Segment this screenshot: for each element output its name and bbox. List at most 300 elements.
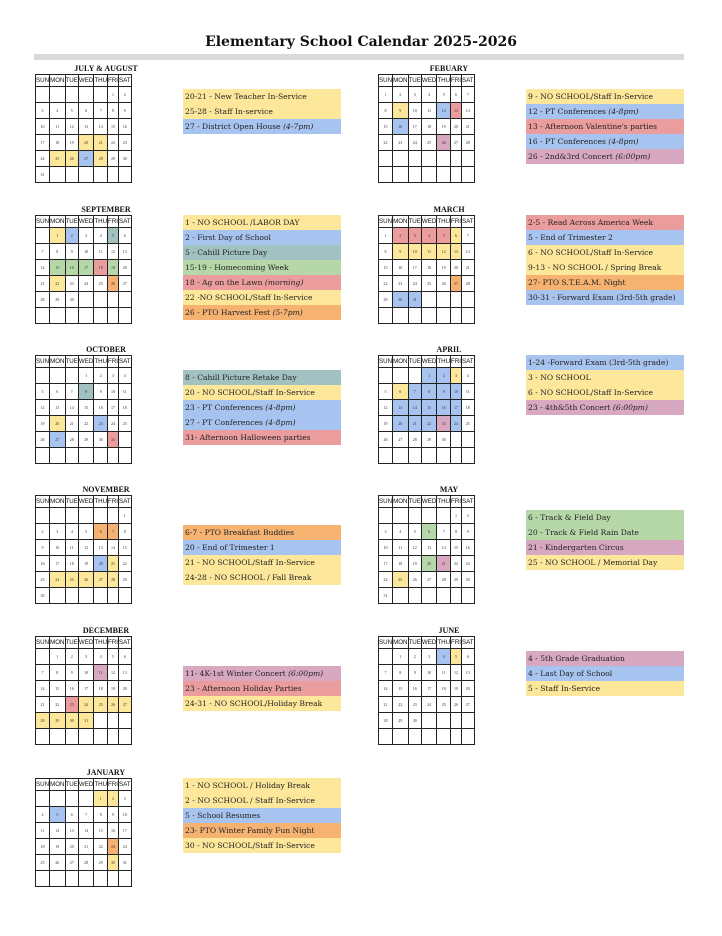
day-cell: 30 (408, 713, 421, 729)
day-cell: 2 (462, 508, 475, 524)
day-cell (36, 87, 50, 103)
day-cell: 15 (119, 540, 132, 556)
day-cell: 28 (408, 432, 421, 448)
month-grid (378, 495, 475, 604)
week-row (379, 228, 475, 244)
weekday-header: SAT (462, 637, 475, 649)
day-cell: 15 (451, 540, 462, 556)
day-cell: 11 (94, 244, 108, 260)
day-cell (421, 308, 436, 324)
day-cell: 15 (421, 400, 436, 416)
event-text: 2 - First Day of School (185, 233, 271, 242)
weekday-header: TUE (408, 637, 421, 649)
day-cell: 31 (119, 855, 132, 871)
day-cell: 22 (50, 276, 65, 292)
event-text: 1 - NO SCHOOL / Holiday Break (185, 781, 311, 790)
weekday-header: SUN (36, 75, 50, 87)
day-cell: 12 (379, 400, 393, 416)
day-cell: 11 (50, 119, 65, 135)
week-row (379, 448, 475, 464)
event-list (183, 778, 341, 853)
day-cell (94, 448, 108, 464)
event-text: 4 - Last Day of School (528, 669, 613, 678)
day-cell: 7 (36, 244, 50, 260)
day-cell: 15 (50, 260, 65, 276)
day-cell: 13 (65, 823, 78, 839)
day-cell: 5 (108, 649, 119, 665)
weekday-header: FRI (108, 216, 119, 228)
day-cell: 22 (94, 839, 108, 855)
event-time-note: (4-7pm) (283, 122, 314, 131)
day-cell: 30 (393, 292, 408, 308)
day-cell: 17 (36, 135, 50, 151)
day-cell (437, 448, 451, 464)
weekday-header: SUN (36, 637, 50, 649)
day-cell (451, 432, 462, 448)
day-cell (119, 308, 132, 324)
day-cell: 5 (65, 103, 78, 119)
day-cell: 7 (379, 665, 393, 681)
day-cell (50, 308, 65, 324)
day-cell: 8 (421, 384, 436, 400)
event-item (183, 104, 341, 119)
day-cell (421, 508, 436, 524)
week-row (379, 368, 475, 384)
day-cell (94, 292, 108, 308)
day-cell: 22 (421, 416, 436, 432)
month-grid (35, 215, 132, 324)
day-cell (451, 713, 462, 729)
day-cell: 25 (65, 572, 78, 588)
day-cell: 10 (108, 384, 119, 400)
day-cell: 21 (65, 416, 78, 432)
weekday-header: SAT (119, 216, 132, 228)
weekday-header: THU (437, 75, 451, 87)
day-cell: 13 (393, 400, 408, 416)
event-item (183, 290, 341, 305)
day-cell (65, 508, 78, 524)
day-cell: 24 (108, 416, 119, 432)
day-cell: 22 (451, 556, 462, 572)
month-grid (35, 74, 132, 183)
day-cell: 31 (108, 432, 119, 448)
event-text: 27- PTO S.T.E.A.M. Night (528, 278, 626, 287)
weekday-header: WED (78, 637, 93, 649)
day-cell: 16 (36, 556, 50, 572)
title-divider (34, 54, 684, 60)
day-cell: 21 (36, 697, 50, 713)
day-cell: 30 (119, 151, 132, 167)
day-cell: 14 (36, 681, 50, 697)
weekday-header: SAT (119, 496, 132, 508)
day-cell: 6 (119, 649, 132, 665)
day-cell: 22 (78, 416, 93, 432)
day-cell: 21 (462, 260, 475, 276)
day-cell: 20 (451, 260, 462, 276)
event-text: 6-7 - PTO Breakfast Buddies (185, 528, 294, 537)
day-cell (36, 508, 50, 524)
day-cell: 23 (108, 839, 119, 855)
week-row (36, 368, 132, 384)
day-cell (393, 448, 408, 464)
event-item (183, 555, 341, 570)
day-cell: 10 (451, 384, 462, 400)
day-cell (94, 729, 108, 745)
day-cell: 26 (78, 572, 93, 588)
day-cell: 30 (65, 292, 78, 308)
day-cell: 18 (50, 135, 65, 151)
event-time-note: (5-7pm) (272, 308, 303, 317)
weekday-header: SUN (36, 356, 50, 368)
day-cell: 4 (119, 368, 132, 384)
week-row (36, 855, 132, 871)
event-text: 1 - NO SCHOOL /LABOR DAY (185, 218, 300, 227)
day-cell (78, 448, 93, 464)
weekday-header: FRI (108, 637, 119, 649)
day-cell: 25 (421, 135, 436, 151)
week-row (36, 400, 132, 416)
day-cell (393, 588, 408, 604)
day-cell: 28 (78, 855, 93, 871)
weekday-header: WED (78, 496, 93, 508)
day-cell: 27 (393, 432, 408, 448)
day-cell: 9 (408, 665, 421, 681)
event-item (183, 230, 341, 245)
day-cell (94, 871, 108, 887)
day-cell: 11 (421, 244, 436, 260)
week-row (36, 135, 132, 151)
day-cell (65, 368, 78, 384)
event-item (526, 215, 684, 230)
event-text: 13 - Afternoon Valentine's parties (528, 122, 658, 131)
day-cell (462, 167, 475, 183)
day-cell: 18 (36, 839, 50, 855)
event-text: 8 - Cahill Picture Retake Day (185, 373, 297, 382)
day-cell: 15 (94, 823, 108, 839)
day-cell: 17 (379, 556, 393, 572)
week-row (379, 384, 475, 400)
day-cell: 17 (108, 400, 119, 416)
day-cell: 7 (462, 87, 475, 103)
event-text: 9-13 - NO SCHOOL / Spring Break (528, 263, 662, 272)
event-item (183, 838, 341, 853)
weekday-header: WED (78, 779, 93, 791)
event-item (183, 430, 341, 445)
event-item (526, 134, 684, 149)
event-text: 12 - PT Conferences (528, 107, 609, 116)
day-cell: 6 (421, 524, 436, 540)
day-cell: 3 (50, 524, 65, 540)
day-cell: 24 (78, 697, 93, 713)
event-text: 6 - NO SCHOOL/Staff In-Service (528, 248, 654, 257)
event-text: 11- 4K-1st Winter Concert (185, 669, 289, 678)
day-cell (421, 729, 436, 745)
day-cell: 13 (451, 244, 462, 260)
week-row (36, 308, 132, 324)
week-row (36, 276, 132, 292)
day-cell: 26 (451, 697, 462, 713)
event-item (183, 245, 341, 260)
day-cell: 8 (108, 103, 119, 119)
day-cell (108, 167, 119, 183)
day-cell: 12 (50, 823, 65, 839)
day-cell: 8 (94, 807, 108, 823)
day-cell: 11 (119, 384, 132, 400)
event-item (183, 540, 341, 555)
day-cell: 13 (421, 540, 436, 556)
event-item (526, 290, 684, 305)
event-text: 6 - NO SCHOOL/Staff In-Service (528, 388, 654, 397)
event-list (526, 89, 684, 164)
weekday-header: FRI (451, 637, 462, 649)
day-cell: 23 (36, 572, 50, 588)
weekday-header: TUE (65, 216, 78, 228)
day-cell: 25 (119, 416, 132, 432)
day-cell: 22 (379, 276, 393, 292)
day-cell: 17 (78, 260, 93, 276)
day-cell (36, 368, 50, 384)
day-cell: 25 (421, 276, 436, 292)
weekday-header: WED (421, 356, 436, 368)
event-item (526, 89, 684, 104)
week-row (379, 87, 475, 103)
day-cell: 1 (451, 508, 462, 524)
day-cell: 30 (108, 855, 119, 871)
day-cell (94, 713, 108, 729)
day-cell: 16 (108, 823, 119, 839)
day-cell (36, 791, 50, 807)
day-cell: 3 (408, 228, 421, 244)
event-text: 2 - NO SCHOOL / Staff In-Service (185, 796, 315, 805)
day-cell: 20 (119, 681, 132, 697)
week-row (379, 400, 475, 416)
week-row (379, 308, 475, 324)
day-cell: 30 (36, 588, 50, 604)
event-item (183, 400, 341, 415)
month-name: MAY (439, 485, 459, 494)
day-cell: 2 (94, 368, 108, 384)
day-cell: 27 (78, 151, 93, 167)
day-cell (108, 292, 119, 308)
event-item (526, 149, 684, 164)
day-cell: 2 (393, 87, 408, 103)
day-cell: 14 (437, 540, 451, 556)
day-cell: 19 (50, 839, 65, 855)
day-cell: 21 (78, 839, 93, 855)
weekday-header: SUN (379, 356, 393, 368)
event-item (526, 260, 684, 275)
week-row (379, 119, 475, 135)
day-cell: 17 (421, 681, 436, 697)
event-item (526, 385, 684, 400)
day-cell: 5 (36, 384, 50, 400)
event-list (526, 215, 684, 305)
weekday-header: WED (421, 496, 436, 508)
day-cell (379, 308, 393, 324)
weekday-header: SAT (119, 356, 132, 368)
day-cell: 6 (50, 384, 65, 400)
day-cell: 4 (421, 228, 436, 244)
event-text: 18 - Ag on the Lawn (185, 278, 265, 287)
day-cell: 22 (108, 135, 119, 151)
day-cell: 25 (50, 151, 65, 167)
week-row (379, 167, 475, 183)
day-cell: 22 (393, 697, 408, 713)
week-row (36, 729, 132, 745)
event-text: 16 - PT Conferences (528, 137, 609, 146)
day-cell (65, 791, 78, 807)
day-cell (65, 448, 78, 464)
day-cell (65, 871, 78, 887)
day-cell: 2 (65, 228, 78, 244)
week-row (36, 244, 132, 260)
day-cell: 6 (94, 524, 108, 540)
day-cell (119, 729, 132, 745)
day-cell: 23 (65, 697, 78, 713)
weekday-header: TUE (408, 216, 421, 228)
weekday-header: TUE (65, 637, 78, 649)
day-cell: 20 (65, 839, 78, 855)
week-row (36, 432, 132, 448)
week-row (379, 292, 475, 308)
day-cell: 17 (408, 119, 421, 135)
day-cell: 12 (36, 400, 50, 416)
day-cell (393, 151, 408, 167)
day-cell: 13 (119, 665, 132, 681)
week-row (379, 681, 475, 697)
event-text: 9 - NO SCHOOL/Staff In-Service (528, 92, 654, 101)
day-cell (78, 87, 93, 103)
day-cell: 28 (379, 713, 393, 729)
day-cell (94, 167, 108, 183)
event-item (526, 370, 684, 385)
day-cell (379, 151, 393, 167)
day-cell (94, 588, 108, 604)
day-cell: 2 (119, 87, 132, 103)
day-cell: 27 (50, 432, 65, 448)
day-cell: 30 (462, 572, 475, 588)
weekday-header: MON (50, 356, 65, 368)
day-cell: 9 (393, 103, 408, 119)
month-name: FEBUARY (429, 64, 469, 73)
day-cell: 5 (451, 649, 462, 665)
day-cell (451, 151, 462, 167)
event-list (526, 355, 684, 415)
day-cell: 16 (94, 400, 108, 416)
event-text: 15-19 - Homecoming Week (185, 263, 289, 272)
event-item (526, 400, 684, 415)
day-cell: 16 (65, 681, 78, 697)
event-item (183, 793, 341, 808)
day-cell: 3 (78, 649, 93, 665)
day-cell: 20 (119, 260, 132, 276)
day-cell: 19 (437, 260, 451, 276)
day-cell: 13 (78, 119, 93, 135)
day-cell: 14 (408, 400, 421, 416)
day-cell (451, 588, 462, 604)
day-cell: 26 (50, 855, 65, 871)
day-cell: 24 (119, 839, 132, 855)
day-cell (65, 167, 78, 183)
day-cell (50, 588, 65, 604)
day-cell (421, 167, 436, 183)
day-cell: 7 (94, 103, 108, 119)
day-cell (108, 729, 119, 745)
day-cell: 25 (437, 697, 451, 713)
weekday-header: FRI (451, 75, 462, 87)
weekday-header: SUN (379, 216, 393, 228)
day-cell (462, 432, 475, 448)
day-cell: 29 (50, 292, 65, 308)
day-cell: 18 (393, 556, 408, 572)
weekday-header: SAT (462, 75, 475, 87)
weekday-header: MON (393, 356, 408, 368)
week-row (379, 649, 475, 665)
event-item (526, 555, 684, 570)
day-cell: 1 (50, 228, 65, 244)
day-cell (437, 167, 451, 183)
day-cell (50, 791, 65, 807)
day-cell: 15 (50, 681, 65, 697)
weekday-header: SUN (379, 75, 393, 87)
weekday-header: WED (78, 356, 93, 368)
day-cell (36, 448, 50, 464)
day-cell: 4 (462, 368, 475, 384)
day-cell (462, 448, 475, 464)
day-cell: 19 (451, 681, 462, 697)
event-text: 23 - Afternoon Holiday Parties (185, 684, 302, 693)
page-title: Elementary School Calendar 2025-2026 (205, 34, 517, 50)
week-row (379, 524, 475, 540)
day-cell (65, 588, 78, 604)
day-cell: 23 (119, 135, 132, 151)
day-cell: 28 (36, 713, 50, 729)
week-row (379, 432, 475, 448)
day-cell: 28 (65, 432, 78, 448)
event-text: 1-24 -Forward Exam (3rd-5th grade) (528, 358, 669, 367)
day-cell: 28 (462, 135, 475, 151)
day-cell: 11 (462, 384, 475, 400)
day-cell (50, 448, 65, 464)
event-time-note: (morning) (264, 278, 304, 287)
event-item (183, 260, 341, 275)
event-time-note: (6:00pm) (288, 669, 324, 678)
weekday-header: FRI (108, 779, 119, 791)
day-cell: 13 (50, 400, 65, 416)
week-row (379, 713, 475, 729)
day-cell: 4 (421, 87, 436, 103)
week-row (36, 260, 132, 276)
event-item (183, 89, 341, 104)
weekday-header: WED (421, 216, 436, 228)
day-cell: 19 (437, 119, 451, 135)
event-text: 26 - 2nd&3rd Concert (528, 152, 616, 161)
day-cell: 27 (451, 135, 462, 151)
weekday-header: MON (50, 216, 65, 228)
day-cell: 18 (119, 400, 132, 416)
event-item (183, 570, 341, 585)
day-cell (119, 167, 132, 183)
event-item (526, 230, 684, 245)
day-cell (451, 308, 462, 324)
day-cell: 19 (379, 416, 393, 432)
day-cell (119, 432, 132, 448)
day-cell: 18 (462, 400, 475, 416)
weekday-header: WED (421, 75, 436, 87)
event-list (183, 215, 341, 320)
event-text: 5 - Cahill Picture Day (185, 248, 268, 257)
day-cell: 25 (94, 276, 108, 292)
